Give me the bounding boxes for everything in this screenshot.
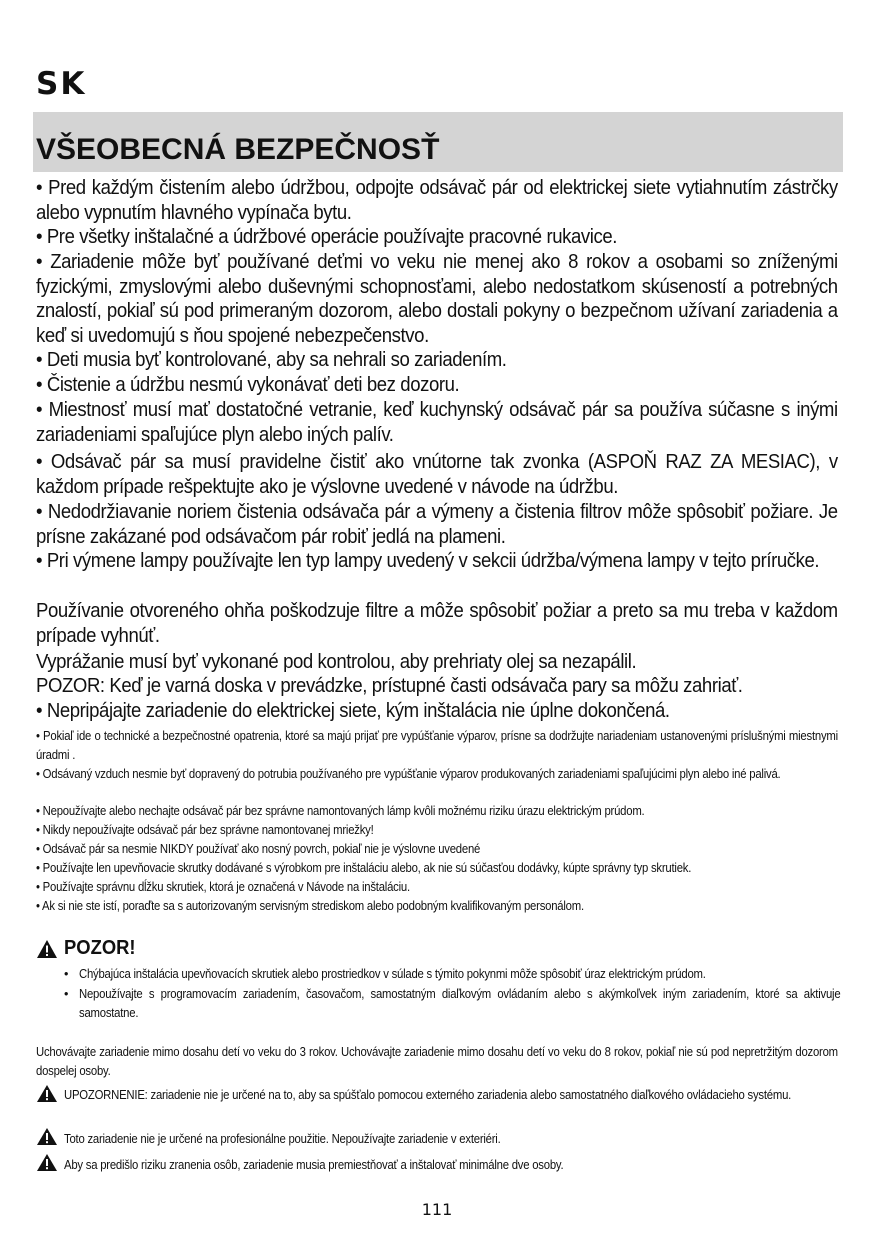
safety-paragraph: • Odsávač pár sa musí pravidelne čistiť ako vnútorne tak zvonka (ASPOŇ RAZ ZA MESIAC), v každom prípade rešpektujte ako je výslovne uvedené v návode na údržbu. [36,451,838,498]
safety-paragraph: • Nedodržiavanie noriem čistenia odsávača pár a výmeny a čistenia filtrov môže spôsobiť požiare. Je prísne zakázané pod odsávačom pár robiť jedlá na plameni. [36,501,838,548]
technical-note: • Ak si nie ste istí, poraďte sa s autorizovaným servisným strediskom alebo podobným kvalifikovaným personálom. [36,899,584,913]
safety-paragraph: POZOR: Keď je varná doska v prevádzke, prístupné časti odsávača pary sa môžu zahriať. [36,675,743,697]
technical-note: • Odsávaný vzduch nesmie byť dopravený do potrubia používaného pre vypúšťanie výparov produkovaných zariadeniami spaľujúcimi plyn alebo iné palivá. [36,767,781,781]
children-note: Uchovávajte zariadenie mimo dosahu detí vo veku do 3 rokov. Uchovávajte zariadenie mimo dosahu detí vo veku do 8 rokov, pokiaľ nie sú pod nepretržitým dozorom dospelej osoby. [36,1045,838,1078]
technical-note: • Používajte len upevňovacie skrutky dodávané s výrobkom pre inštaláciu alebo, ak nie sú súčasťou dodávky, kúpte správny typ skrutiek. [36,861,692,875]
technical-note: • Nikdy nepoužívajte odsávač pár bez správne namontovanej mriežky! [36,823,374,837]
warning-triangle-icon [36,1084,58,1103]
technical-note: • Používajte správnu dĺžku skrutiek, ktorá je označená v Návode na inštaláciu. [36,880,410,894]
safety-paragraph: Používanie otvoreného ohňa poškodzuje filtre a môže spôsobiť požiar a preto sa mu treba v každom prípade vyhnúť. [36,600,838,647]
bullet-marker: • [64,967,69,981]
safety-paragraph: • Pri výmene lampy používajte len typ lampy uvedený v sekcii údržba/výmena lampy v tejto príručke. [36,550,820,572]
safety-paragraph: • Zariadenie môže byť používané deťmi vo veku nie menej ako 8 rokov a osobami so zníženými fyzickými, zmyslovými alebo duševnými schopnosťami, alebo nedostatkom skúseností a potrebných znalostí, pokiaľ sú pod primeraným dozorom, alebo dostali pokyny o bezpečnom užívaní zariadenia a keď si uvedomujú s ňou spojené nebezpečenstvo. [36,251,838,347]
safety-paragraph: • Čistenie a údržbu nesmú vykonávať deti bez dozoru. [36,374,460,396]
safety-paragraph: • Nepripájajte zariadenie do elektrickej siete, kým inštalácia nie úplne dokončená. [36,700,670,722]
warning-triangle-icon [36,1153,58,1172]
pozor-item: Chýbajúca inštalácia upevňovacích skrutiek alebo prostriedkov v súlade s týmito pokynmi môže spôsobiť úraz elektrickým prúdom. [79,967,706,981]
technical-note: • Nepoužívajte alebo nechajte odsávač pár bez správne namontovaných lámp kvôli možnému riziku úrazu elektrickým prúdom. [36,804,645,818]
section-title: VŠEOBECNÁ BEZPEČNOSŤ [36,133,440,166]
professional-use-note: Toto zariadenie nie je určené na profesionálne použitie. Nepoužívajte zariadenie v exteriéri. [64,1132,501,1146]
language-code: SK [36,66,87,102]
two-persons-note: Aby sa predišlo riziku zranenia osôb, zariadenie musia premiestňovať a inštalovať minimálne dve osoby. [64,1158,564,1172]
bullet-marker: • [64,987,69,1001]
warning-triangle-icon [36,939,58,959]
pozor-item: Nepoužívajte s programovacím zariadením, časovačom, samostatným diaľkovým ovládaním alebo s akýmkoľvek iným zariadením, ktoré sa aktivuje samostatne. [79,987,841,1020]
technical-note: • Odsávač pár sa nesmie NIKDY používať ako nosný povrch, pokiaľ nie je výslovne uvedené [36,842,481,856]
safety-paragraph: • Pred každým čistením alebo údržbou, odpojte odsávač pár od elektrickej siete vytiahnutím zástrčky alebo vypnutím hlavného vypínača bytu. [36,177,838,224]
safety-paragraph: Vyprážanie musí byť vykonané pod kontrolou, aby prehriaty olej sa nezapálil. [36,651,637,673]
page-number: 111 [421,1200,453,1219]
pozor-title: POZOR! [64,937,136,959]
upozornenie-note: UPOZORNENIE: zariadenie nie je určené na to, aby sa spúšťalo pomocou externého zariadenia alebo samostatného diaľkového ovládacieho systému. [64,1088,792,1102]
safety-paragraph: • Pre všetky inštalačné a údržbové operácie používajte pracovné rukavice. [36,226,618,248]
safety-paragraph: • Deti musia byť kontrolované, aby sa nehrali so zariadením. [36,349,507,371]
safety-paragraph: • Miestnosť musí mať dostatočné vetranie, keď kuchynský odsávač pár sa používa súčasne s inými zariadeniami spaľujúce plyn alebo iných palív. [36,399,838,446]
technical-note: • Pokiaľ ide o technické a bezpečnostné opatrenia, ktoré sa majú prijať pre vypúšťanie výparov, prísne sa dodržujte nariadeniam ustanovenými príslušnými miestnymi úradmi . [36,729,838,762]
warning-triangle-icon [36,1127,58,1146]
